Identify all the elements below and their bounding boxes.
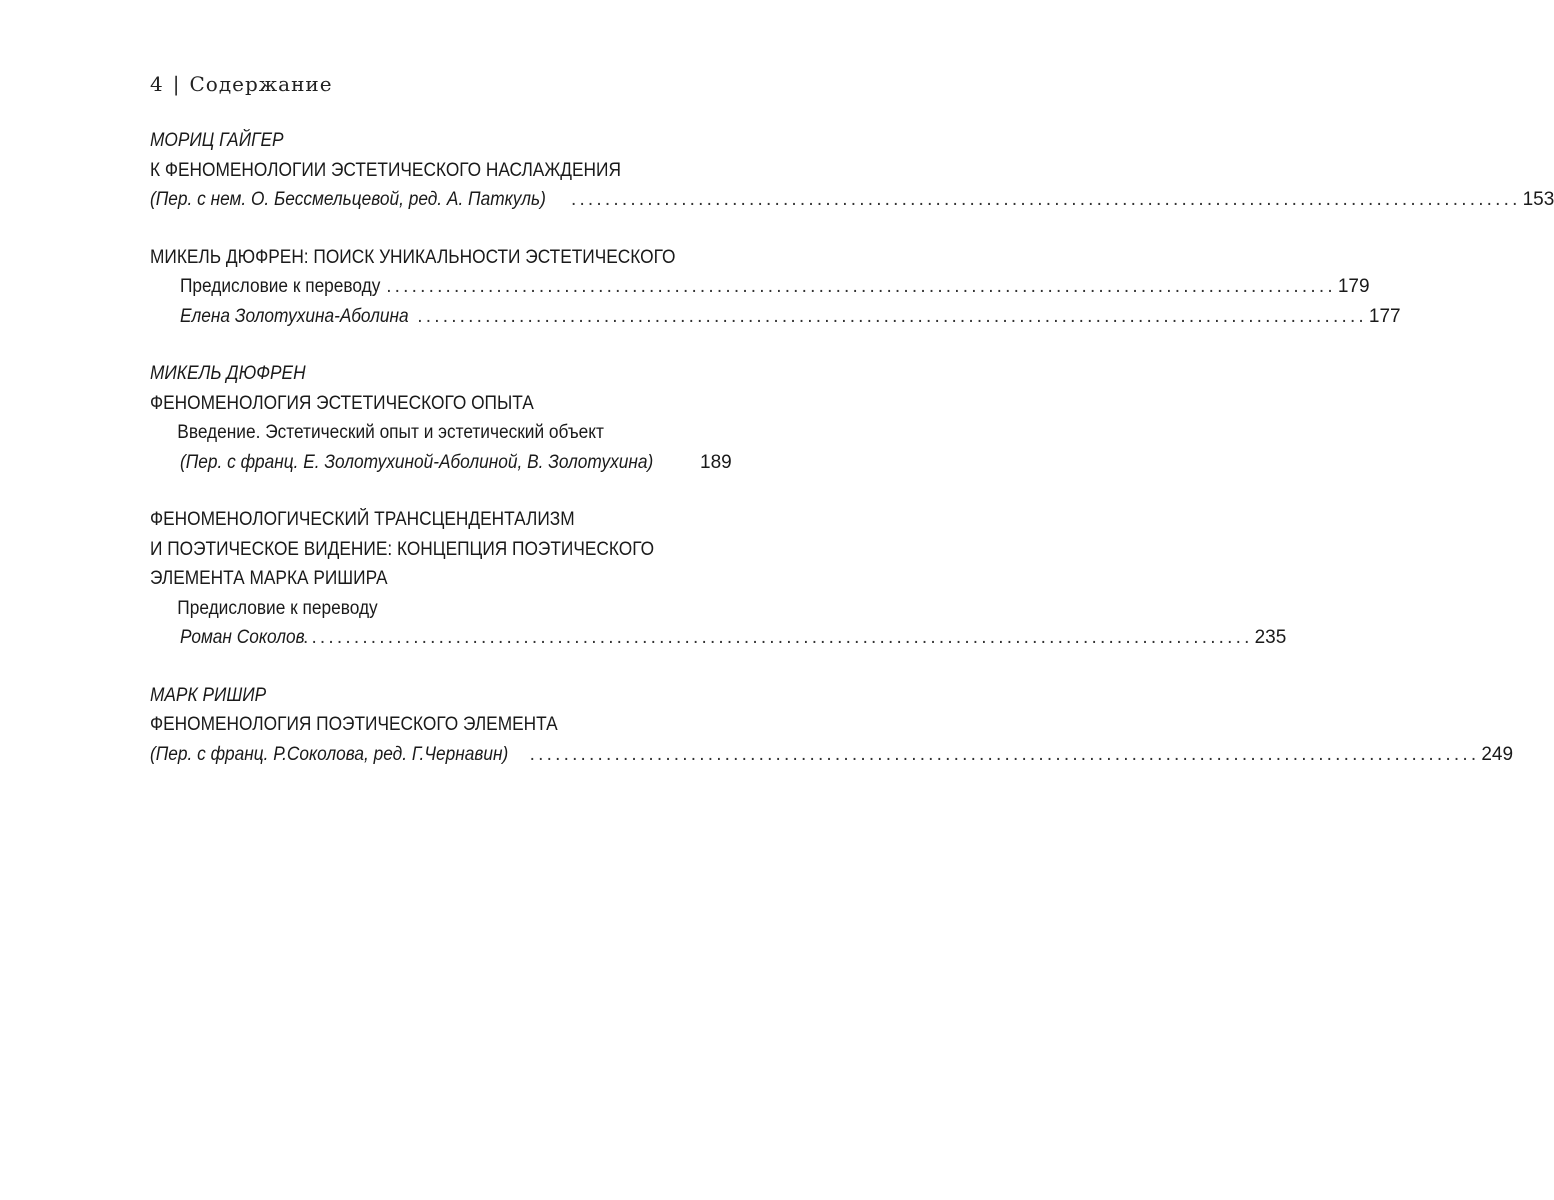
entry-sub-author: Роман Соколов (180, 627, 305, 648)
entry-credit: (Пер. с нем. О. Бессмельцевой, ред. А. Паткуль) (150, 189, 546, 210)
header-separator: | (172, 72, 181, 96)
entry-credit-row (150, 185, 1554, 215)
page-number: 4 (150, 72, 164, 96)
entry-title-line: ЭЛЕМЕНТА МАРКА РИШИРА (150, 568, 388, 589)
entry-author: МАРК РИШИР (150, 684, 267, 706)
entry-credit-row (150, 740, 1514, 770)
entry-sub-row (150, 623, 1287, 653)
entry-title: К ФЕНОМЕНОЛОГИИ ЭСТЕТИЧЕСКОГО НАСЛАЖДЕНИЯ (150, 159, 621, 181)
leader-dots: ................................................................................................................ (302, 627, 1253, 648)
entry-title: МИКЕЛЬ ДЮФРЕН: ПОИСК УНИКАЛЬНОСТИ ЭСТЕТИЧЕСКОГО (150, 246, 676, 268)
entry-credit-row (150, 448, 732, 478)
toc-entry-richir (150, 681, 1514, 770)
entry-sub-label: Предисловие к переводу (177, 597, 378, 619)
entry-credit: (Пер. с франц. Е. Золотухиной-Аболиной, В. Золотухина) (180, 451, 654, 473)
entry-sub-row (150, 302, 1401, 332)
toc-entry-geiger (150, 126, 1554, 215)
entry-page: 249 (1481, 743, 1514, 765)
entry-sub-author: Елена Золотухина-Аболина (180, 305, 409, 327)
entry-page: 179 (1337, 276, 1370, 297)
entry-author: МИКЕЛЬ ДЮФРЕН (150, 363, 306, 384)
entry-credit: (Пер. с франц. Р.Соколова, ред. Г.Чернавин) (150, 743, 509, 765)
leader-dots: ................................................................................................................ (529, 743, 1480, 765)
entry-title: ФЕНОМЕНОЛОГИЯ ЭСТЕТИЧЕСКОГО ОПЫТА (150, 392, 534, 414)
entry-sub-label: Введение. Эстетический опыт и эстетический объект (177, 422, 604, 443)
entry-title-line: И ПОЭТИЧЕСКОЕ ВИДЕНИЕ: КОНЦЕПЦИЯ ПОЭТИЧЕСКОГО (150, 538, 655, 560)
toc-entry-dufrenne-search (150, 243, 1401, 332)
leader-dots: ................................................................................................................ (386, 276, 1336, 297)
table-of-contents (150, 126, 1554, 797)
entry-page: 177 (1368, 305, 1401, 327)
leader-dots: ................................................................................................................ (570, 189, 1521, 210)
running-header (150, 72, 333, 96)
header-title: Содержание (189, 72, 333, 96)
entry-author: МОРИЦ ГАЙГЕР (150, 130, 284, 151)
toc-entry-dufrenne (150, 359, 732, 477)
entry-page: 153 (1522, 189, 1554, 210)
entry-page: 235 (1254, 627, 1287, 648)
entry-sub-label: Предисловие к переводу (180, 276, 381, 297)
entry-page: 189 (700, 451, 732, 473)
toc-entry-richir-essay (150, 505, 1287, 653)
entry-title-line: ФЕНОМЕНОЛОГИЧЕСКИЙ ТРАНСЦЕНДЕНТАЛИЗМ (150, 509, 575, 530)
leader-dots: ................................................................................................................ (417, 305, 1367, 327)
entry-sub-row (150, 272, 1370, 302)
entry-title: ФЕНОМЕНОЛОГИЯ ПОЭТИЧЕСКОГО ЭЛЕМЕНТА (150, 714, 558, 735)
